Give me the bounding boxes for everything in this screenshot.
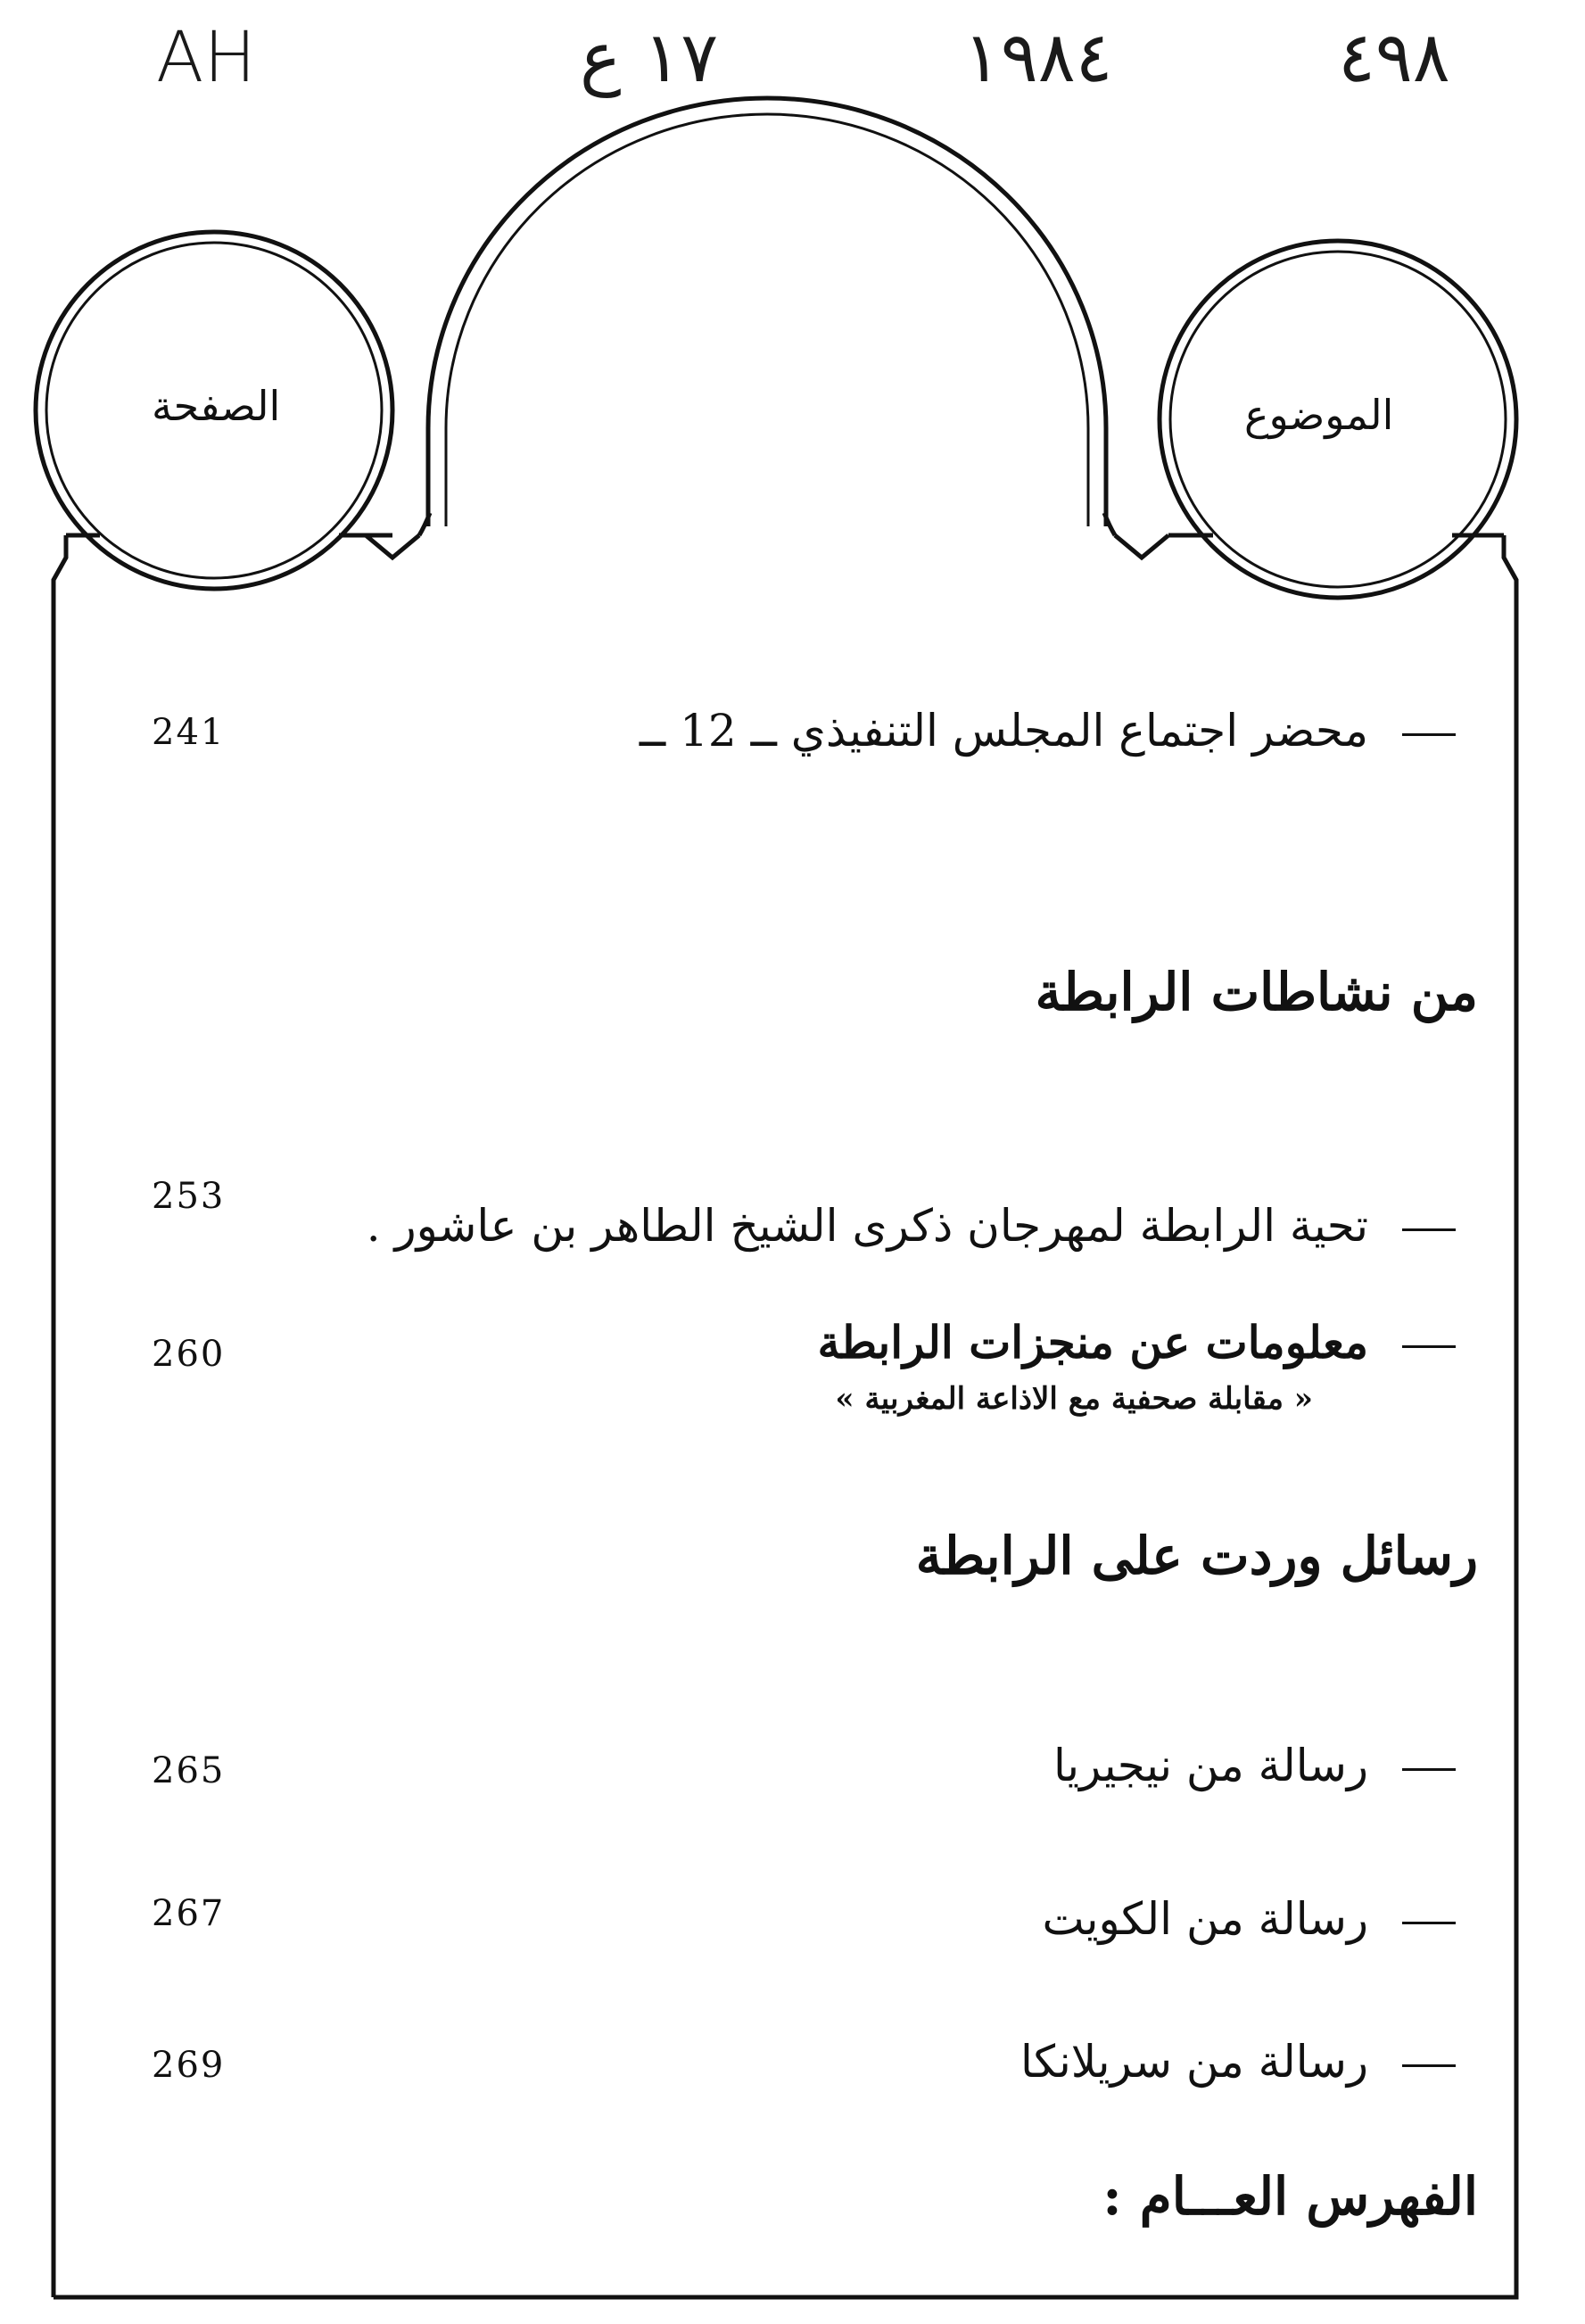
dash-marker (1402, 1228, 1456, 1231)
handwritten-year: ١٩٨٤ (963, 18, 1113, 98)
page-number: 267 (152, 1893, 226, 1934)
toc-entry (1053, 1740, 1456, 1791)
dash-marker (1402, 1922, 1456, 1924)
entry-title: رسالة من الكويت (1042, 1893, 1368, 1945)
general-index-heading: الفهرس العـــام : (1102, 2166, 1478, 2227)
page-column-label: الصفحة (152, 382, 281, 430)
page-number: 241 (152, 712, 226, 753)
toc-entry (1042, 1893, 1456, 1945)
page-number: 269 (152, 2045, 226, 2086)
toc-entry (817, 1316, 1456, 1369)
arch-inner (446, 114, 1088, 526)
toc-entry (640, 705, 1456, 757)
topic-column-label: الموضوع (1244, 391, 1394, 439)
entry-title: رسالة من سريلانكا (1020, 2036, 1368, 2088)
section-heading: رسائل وردت على الرابطة (915, 1526, 1478, 1586)
dash-marker (1402, 1768, 1456, 1771)
entry-title: رسالة من نيجيريا (1053, 1740, 1368, 1791)
entry-title: معلومات عن منجزات الرابطة (817, 1316, 1368, 1369)
handwritten-code: AH (156, 18, 257, 98)
dash-marker (1402, 2064, 1456, 2067)
toc-entry (367, 1200, 1456, 1252)
entry-title: تحية الرابطة لمهرجان ذكرى الشيخ الطاهر بن عاشور . (366, 1200, 1368, 1252)
handwritten-issue: ١٧ ع (580, 18, 719, 98)
page-number: 265 (152, 1750, 226, 1791)
arch-outer (428, 98, 1106, 526)
section-heading: من نشاطات الرابطة (1035, 962, 1478, 1022)
page-number: 253 (152, 1176, 226, 1217)
handwritten-page-ref: ٤٩٨ (1338, 18, 1450, 98)
toc-entry (1020, 2036, 1456, 2088)
entry-title: محضر اجتماع المجلس التنفيذي ــ 12 ــ (639, 705, 1368, 757)
page-number: 260 (152, 1334, 226, 1375)
dash-marker (1402, 1345, 1456, 1348)
dash-marker (1402, 733, 1456, 736)
entry-subtitle: « مقابلة صحفية مع الاذاعة المغربية » (835, 1381, 1313, 1417)
